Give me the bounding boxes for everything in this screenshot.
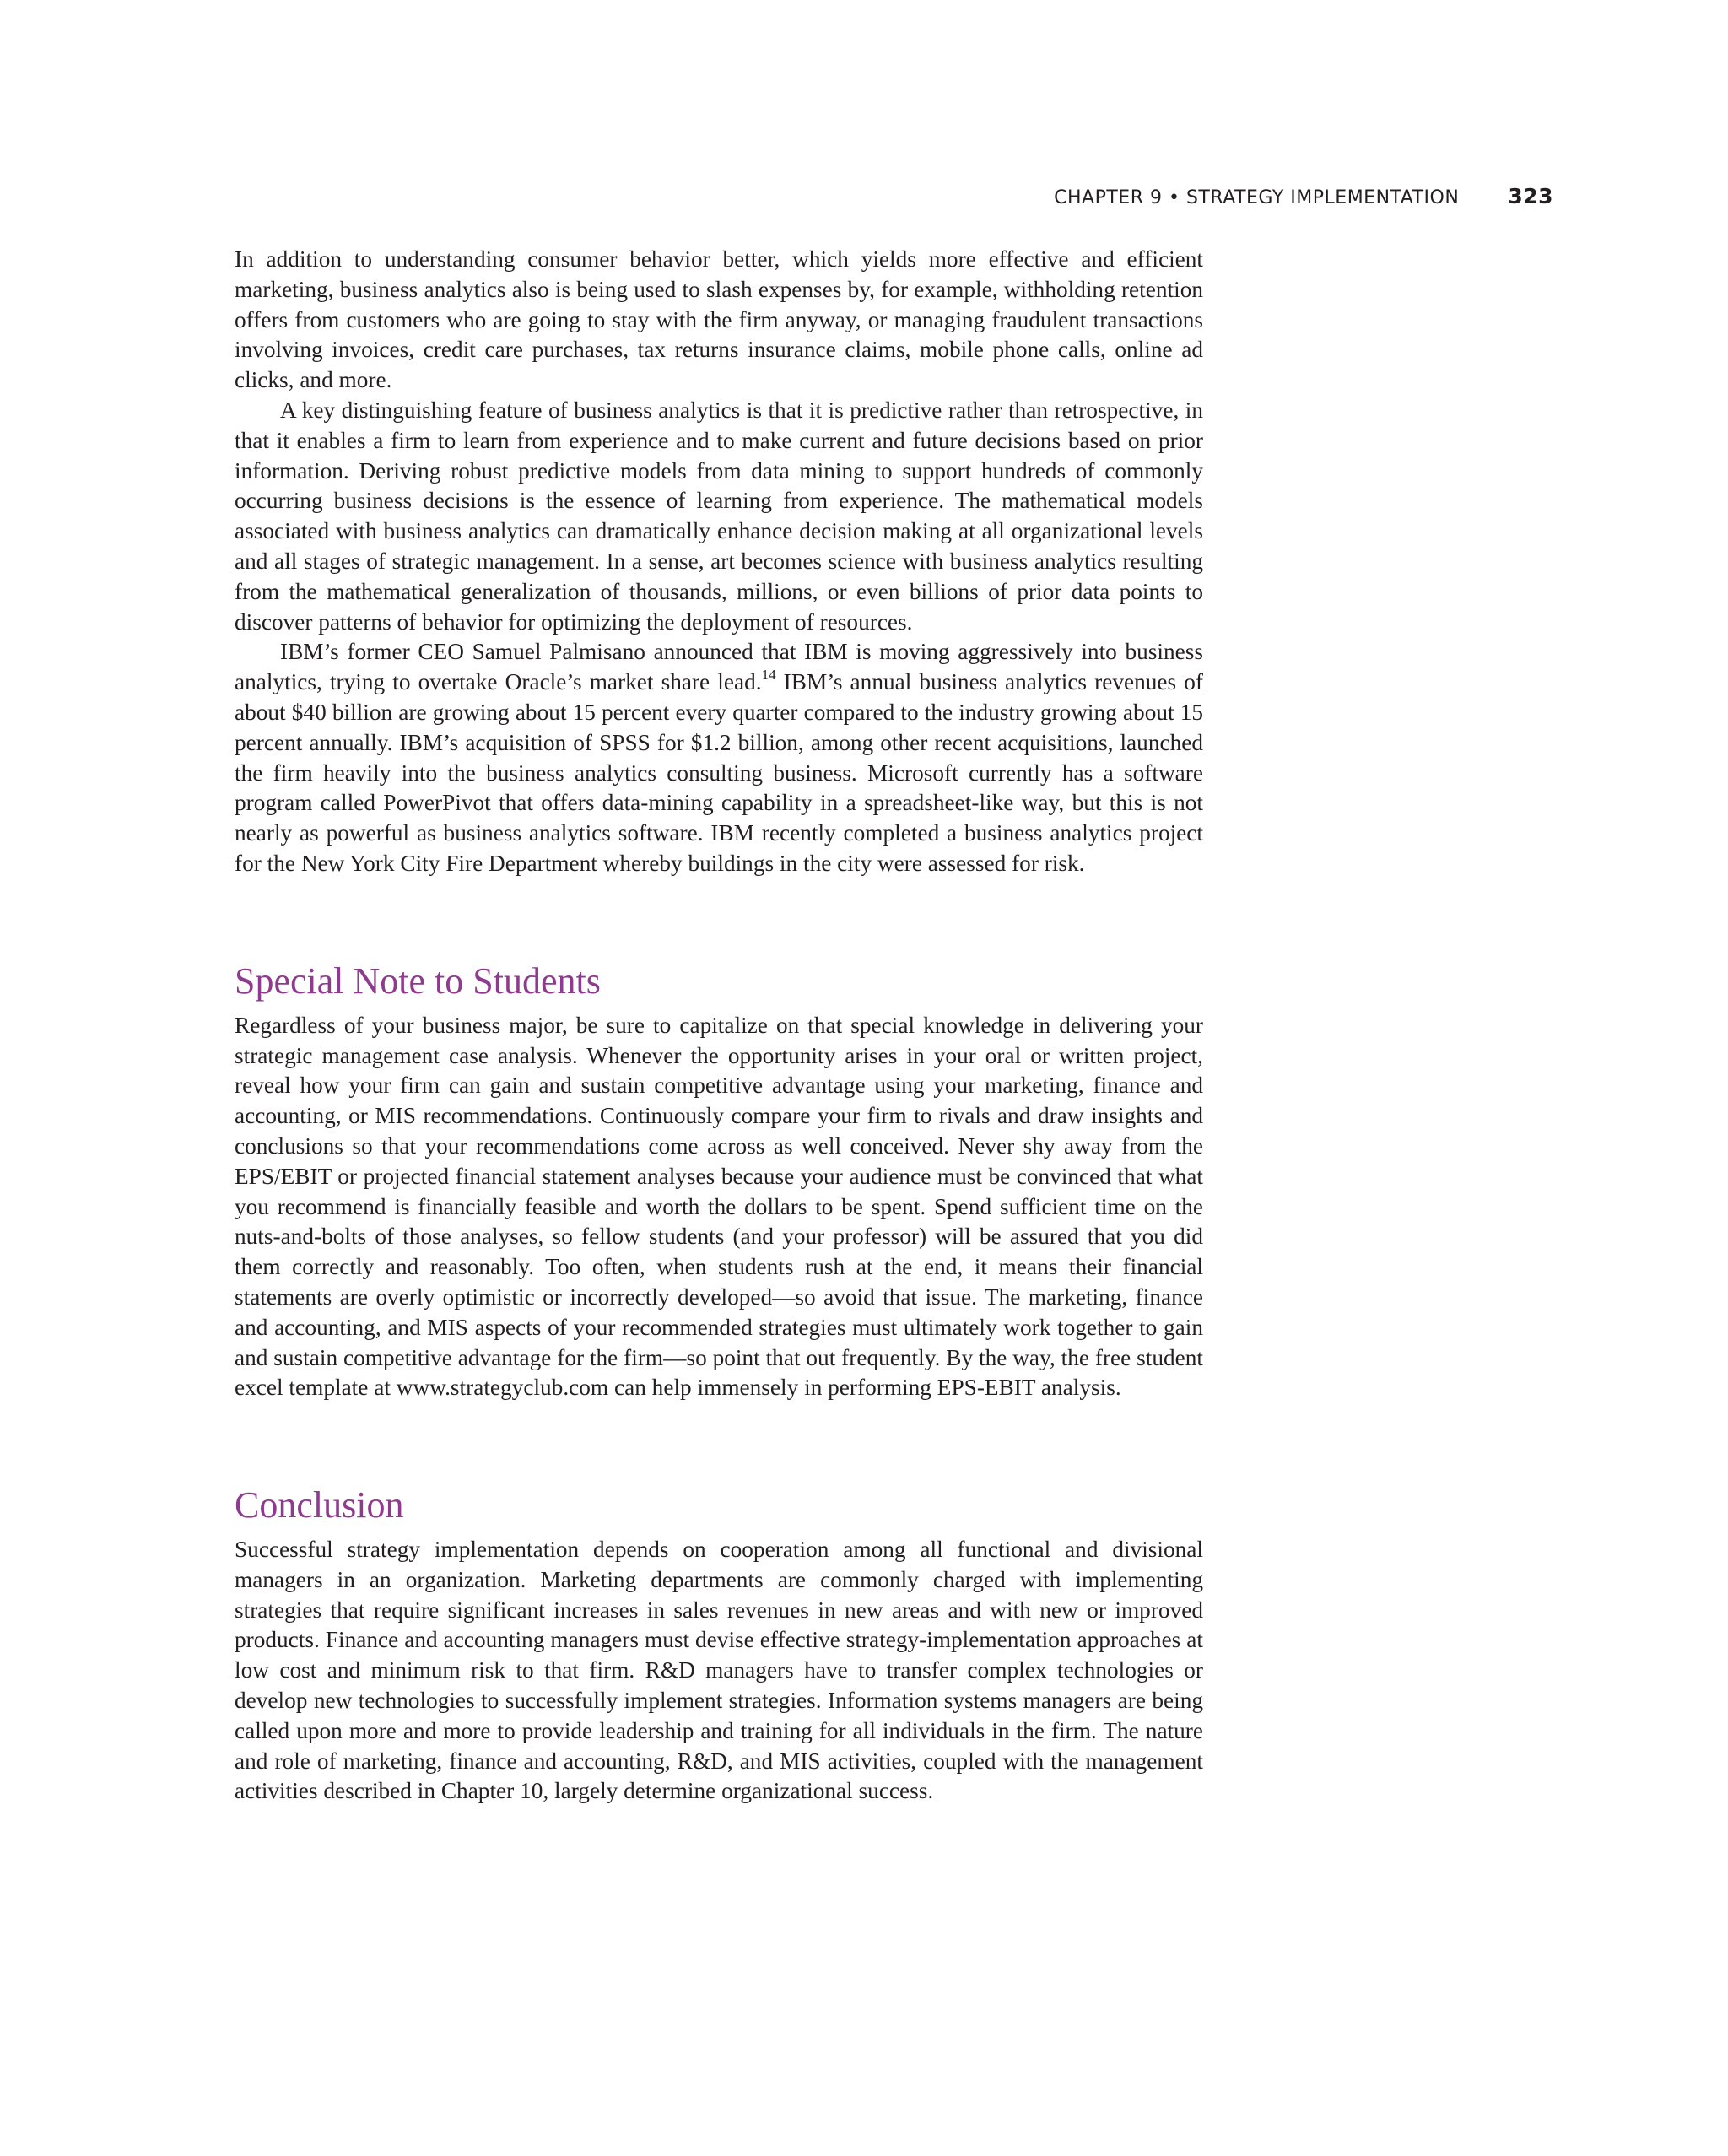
- paragraph-predictive-analytics: A key distinguishing feature of business analytics is that it is predictive rather than retrospective, in that it enables a firm to learn from experience and to make current and future decisions based on prior information. Deriving robust predictive models from data mining to support hundreds of commonly occurring business decisions is the essence of learning from experience. The mathematical models associated with business analytics can dramatically enhance decision making at all organizational levels and all stages of strategic management. In a sense, art becomes science with business analytics resulting from the mathematical generalization of thousands, millions, or even billions of prior data points to discover patterns of behavior for optimizing the deployment of resources.: [235, 397, 1203, 635]
- page-body: [235, 245, 1203, 1807]
- paragraph-conclusion: Successful strategy implementation depends on cooperation among all functional and divisional managers in an organization. Marketing departments are commonly charged with implementing strategies that require significant increases in sales revenues in new areas and with new or improved products. Finance and accounting managers must devise effective strategy-implementation approaches at low cost and minimum risk to that firm. R&D managers have to transfer complex technologies or develop new technologies to successfully implement strategies. Information systems managers are being called upon more and more to provide leadership and training for all individuals in the firm. The nature and role of marketing, finance and accounting, R&D, and MIS activities, coupled with the management activities described in Chapter 10, largely determine organizational success.: [235, 1537, 1203, 1804]
- section-heading-special-note: Special Note to Students: [235, 959, 601, 1002]
- paragraph-analytics-expenses: In addition to understanding consumer behavior better, which yields more effective and efficient marketing, business analytics also is being used to slash expenses by, for example, withholding retention offers from customers who are going to stay with the firm anyway, or managing fraudulent transactions involving invoices, credit care purchases, tax returns insurance claims, mobile phone calls, online ad clicks, and more.: [235, 246, 1203, 393]
- section-heading-conclusion: Conclusion: [235, 1484, 404, 1526]
- ibm-paragraph-text-start: IBM’s former CEO Samuel Palmisano announced that IBM is moving aggressively into business analytics, trying to overtake Oracle’s market share lead.: [235, 639, 1203, 695]
- page-number: 323: [1508, 184, 1553, 208]
- paragraph-ibm-analytics: [235, 637, 1203, 878]
- ibm-paragraph-text-end: IBM’s annual business analytics revenues of about $40 billion are growing about 15 percent every quarter compared to the industry growing about 15 percent annually. IBM’s acquisition of SPSS for $1.2 billion, among other recent acquisitions, launched the firm heavily into the business analytics consulting business. Microsoft currently has a software program called PowerPivot that offers data-mining capability in a spreadsheet-like way, but this is not nearly as powerful as business analytics software. IBM recently completed a business analytics project for the New York City Fire Department whereby buildings in the city were assessed for risk.: [235, 669, 1204, 876]
- running-head: [1054, 184, 1553, 208]
- footnote-reference: 14: [761, 667, 776, 684]
- paragraph-special-note: Regardless of your business major, be sure to capitalize on that special knowledge in delivering your strategic management case analysis. Whenever the opportunity arises in your oral or written project, reveal how your firm can gain and sustain competitive advantage using your marketing, finance and accounting, or MIS recommendations. Continuously compare your firm to rivals and draw insights and conclusions so that your recommendations come across as well conceived. Never shy away from the EPS/EBIT or projected financial statement analyses because your audience must be convinced that what you recommend is financially feasible and worth the dollars to be spent. Spend sufficient time on the nuts-and-bolts of those analyses, so fellow students (and your professor) will be assured that you did them correctly and reasonably. Too often, when students rush at the end, it means their financial statements are overly optimistic or incorrectly developed—so avoid that issue. The marketing, finance and accounting, and MIS aspects of your recommended strategies must ultimately work together to gain and sustain competitive advantage for the firm—so point that out frequently. By the way, the free student excel template at www.strategyclub.com can help immensely in performing EPS-EBIT analysis.: [235, 1012, 1203, 1401]
- chapter-label: CHAPTER 9 • STRATEGY IMPLEMENTATION: [1054, 187, 1460, 208]
